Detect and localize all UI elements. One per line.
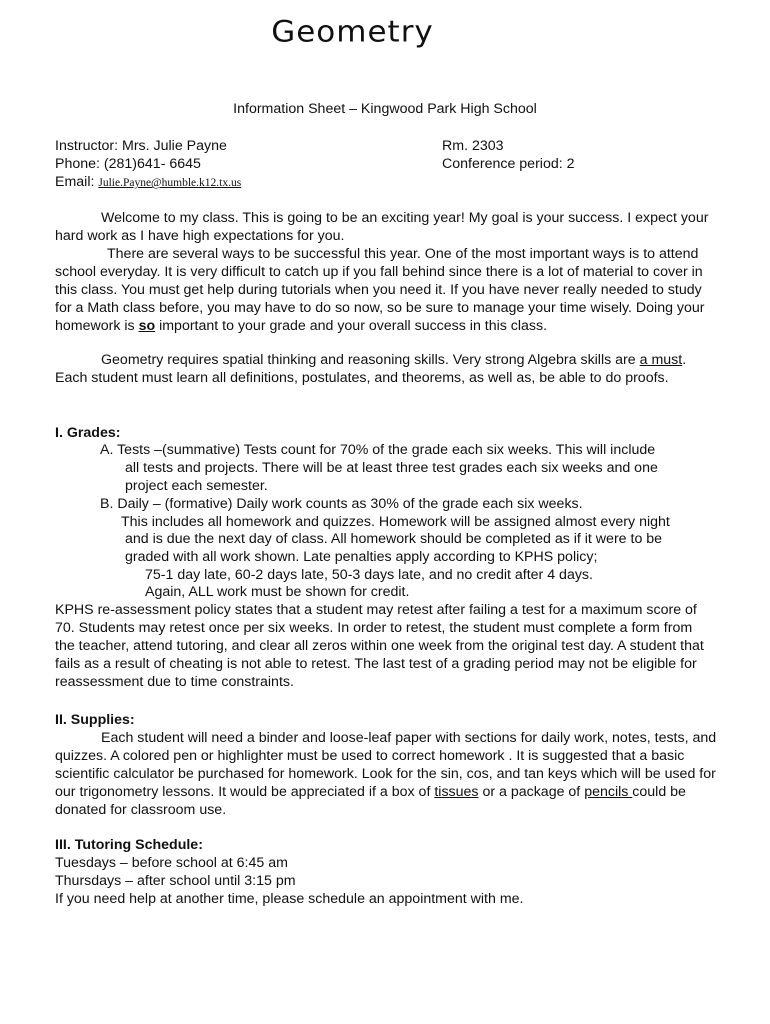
- document-subtitle: Information Sheet – Kingwood Park High School: [233, 101, 537, 117]
- supplies-paragraph: [55, 729, 720, 819]
- phone-line: Phone: (281)641- 6645: [55, 156, 201, 172]
- email-line: [55, 173, 241, 192]
- grades-heading: I. Grades:: [55, 425, 121, 441]
- supplies-text-b: or a package of: [478, 784, 585, 800]
- supplies-tissues: tissues: [434, 784, 479, 800]
- geometry-text-a: Geometry requires spatial thinking and reasoning skills. Very strong Algebra skills are: [101, 352, 640, 368]
- supplies-text-a: Each student will need a binder and loose-leaf paper with sections for daily work, notes, tests, and quizzes. A colored pen or highlighter must be used to correct homework . It is suggested that a basic scientific calculator be purchased for homework. Look for the sin, cos, and tan keys which will be used for our trigonometry lessons. It would be appreciated if a box of: [55, 730, 717, 800]
- supplies-pencils: pencils: [584, 784, 633, 800]
- geometry-emphasis: a must: [639, 352, 683, 368]
- grades-b-line-2: This includes all homework and quizzes. Homework will be assigned almost every night: [121, 514, 670, 530]
- welcome-text: Welcome to my class. This is going to be an exciting year! My goal is your success. I expect your hard work as I have high expectations for you.: [55, 210, 709, 244]
- reassessment-policy: KPHS re-assessment policy states that a student may retest after failing a test for a maximum score of 70. Students may retest once per six weeks. In order to retest, the student must complete a form from the teacher, attend tutoring, and clear all zeros within one week from the original test day. A student that fails as a result of cheating is not able to retest. The last test of a grading period may not be eligible for reassessment due to time constraints.: [55, 602, 704, 690]
- room-line: Rm. 2303: [442, 138, 504, 154]
- grades-a-line-1: A. Tests –(summative) Tests count for 70% of the grade each six weeks. This will include: [100, 442, 656, 458]
- email-label: Email:: [55, 174, 99, 190]
- success-paragraph: [55, 245, 720, 335]
- conference-line: Conference period: 2: [442, 156, 575, 172]
- success-emphasis: so: [138, 318, 156, 334]
- grades-b-line-1: B. Daily – (formative) Daily work counts as 30% of the grade each six weeks.: [100, 496, 583, 512]
- supplies-heading: II. Supplies:: [55, 712, 135, 728]
- tutoring-heading: III. Tutoring Schedule:: [55, 837, 203, 853]
- grades-a-line-3: project each semester.: [125, 478, 268, 494]
- success-text-a: There are several ways to be successful this year. One of the most important ways is to attend school everyday. It is very difficult to catch up if you fall behind since there is a lot of material to cover in this class. You must get help during tutorials when you need it. If you have never really needed to study for a Math class before, you may have to do so now, so be sure to manage your time wisely. Doing your homework is: [55, 246, 705, 334]
- geometry-text-b: . Each student must learn all definitions, postulates, and theorems, as well as, be able to do proofs.: [55, 352, 687, 386]
- geometry-paragraph: [55, 351, 720, 387]
- supplies-text-c: could be donated for classroom use.: [55, 784, 686, 818]
- tutoring-thursday: Thursdays – after school until 3:15 pm: [55, 873, 296, 889]
- document-title: Geometry: [271, 14, 434, 50]
- success-text-b: important to your grade and your overall success in this class.: [155, 318, 548, 334]
- welcome-paragraph: [55, 209, 720, 245]
- grades-b-line-5: 75-1 day late, 60-2 days late, 50-3 days late, and no credit after 4 days.: [145, 567, 593, 583]
- grades-b-line-4: graded with all work shown. Late penalties apply according to KPHS policy;: [125, 549, 598, 565]
- instructor-line: Instructor: Mrs. Julie Payne: [55, 138, 227, 154]
- tutoring-appointment: If you need help at another time, please schedule an appointment with me.: [55, 891, 524, 907]
- grades-b-line-6: Again, ALL work must be shown for credit.: [145, 584, 410, 600]
- grades-b-line-3: and is due the next day of class. All homework should be completed as if it were to be: [125, 531, 663, 547]
- grades-a-line-2: all tests and projects. There will be at least three test grades each six weeks and one: [125, 460, 658, 476]
- email-link[interactable]: Julie.Payne@humble.k12.tx.us: [98, 177, 242, 189]
- tutoring-tuesday: Tuesdays – before school at 6:45 am: [55, 855, 288, 871]
